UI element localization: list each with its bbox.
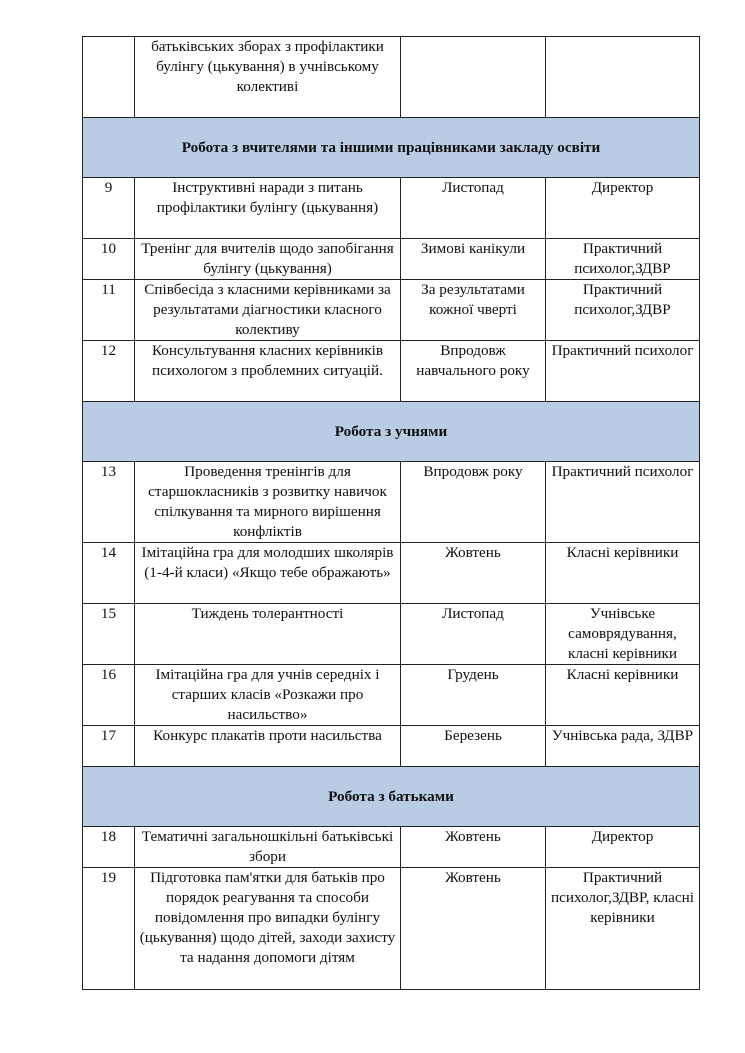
activity-responsible: Практичний психолог,ЗДВР [546,280,700,341]
activity-date: Впродовж року [401,462,546,543]
table-row [83,341,700,402]
section-title: Робота з вчителями та іншими працівниками закладу освіти [83,118,700,178]
activity-date: Впродовж навчального року [401,341,546,402]
row-number: 19 [83,868,135,990]
activity-name: Підготовка пам'ятки для батьків про порядок реагування та способи повідомлення про випадки булінгу (цькування) щодо дітей, заходи захисту та надання допомоги дітям [135,868,401,990]
row-number: 16 [83,665,135,726]
activity-responsible [546,37,700,118]
table-row [83,604,700,665]
row-number: 9 [83,178,135,239]
activity-name: Інструктивні наради з питань профілактики булінгу (цькування) [135,178,401,239]
row-number: 17 [83,726,135,767]
activity-responsible: Практичний психолог [546,341,700,402]
activity-name: Співбесіда з класними керівниками за результатами діагностики класного колективу [135,280,401,341]
activity-date: Жовтень [401,543,546,604]
row-number: 11 [83,280,135,341]
activity-name: Імітаційна гра для молодших школярів (1-4-й класи) «Якщо тебе ображають» [135,543,401,604]
activity-date [401,37,546,118]
activity-responsible: Директор [546,178,700,239]
row-number: 13 [83,462,135,543]
table-row [83,726,700,767]
activity-date: Жовтень [401,868,546,990]
activity-name: Тиждень толерантності [135,604,401,665]
activity-date: Грудень [401,665,546,726]
activity-name: батьківських зборах з профілактики булінгу (цькування) в учнівському колективі [135,37,401,118]
row-number: 14 [83,543,135,604]
section-title: Робота з батьками [83,767,700,827]
table-row [83,239,700,280]
activity-responsible: Практичний психолог,ЗДВР [546,239,700,280]
table-row [83,462,700,543]
row-number [83,37,135,118]
activity-responsible: Класні керівники [546,543,700,604]
activity-date: Листопад [401,178,546,239]
row-number: 15 [83,604,135,665]
table-row [83,827,700,868]
section-row-students [83,402,700,462]
section-row-teachers [83,118,700,178]
row-number: 18 [83,827,135,868]
activity-name: Тематичні загальношкільні батьківські збори [135,827,401,868]
activity-name: Консультування класних керівників психологом з проблемних ситуацій. [135,341,401,402]
table-row [83,178,700,239]
activity-date: Березень [401,726,546,767]
activity-plan-table [82,36,700,990]
activity-responsible: Практичний психолог,ЗДВР, класні керівники [546,868,700,990]
activity-responsible: Директор [546,827,700,868]
table-row [83,37,700,118]
activity-name: Проведення тренінгів для старшокласників з розвитку навичок спілкування та мирного вирішення конфліктів [135,462,401,543]
activity-date: Жовтень [401,827,546,868]
activity-responsible: Класні керівники [546,665,700,726]
row-number: 12 [83,341,135,402]
activity-date: За результатами кожної чверті [401,280,546,341]
activity-responsible: Учнівська рада, ЗДВР [546,726,700,767]
activity-responsible: Практичний психолог [546,462,700,543]
table-row [83,543,700,604]
activity-name: Тренінг для вчителів щодо запобігання булінгу (цькування) [135,239,401,280]
section-title: Робота з учнями [83,402,700,462]
section-row-parents [83,767,700,827]
activity-name: Імітаційна гра для учнів середніх і старших класів «Розкажи про насильство» [135,665,401,726]
table-row [83,868,700,990]
activity-responsible: Учнівське самоврядування, класні керівники [546,604,700,665]
activity-date: Зимові канікули [401,239,546,280]
row-number: 10 [83,239,135,280]
table-row [83,665,700,726]
activity-date: Листопад [401,604,546,665]
activity-name: Конкурс плакатів проти насильства [135,726,401,767]
table-row [83,280,700,341]
